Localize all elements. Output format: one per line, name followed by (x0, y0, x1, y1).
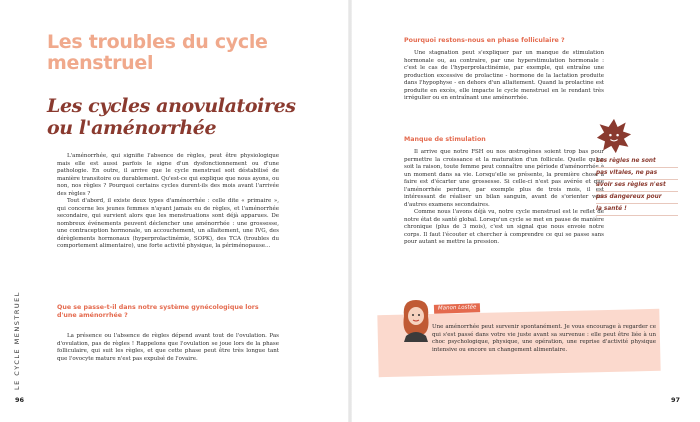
page-number-right: 97 (671, 396, 681, 404)
starburst-face-icon (596, 118, 632, 154)
running-header-vertical: LE CYCLE MENSTRUEL (13, 291, 21, 390)
paragraph: Une aménorrhée peut survenir spontanément. Je vous encourage à regarder ce qui s'est passé dans votre vie juste avant sa survenue : elle peut être liée à un choc psychologique, physique, une opération, une reprise d'activité physique intensive ou encore un changement alimentaire. (432, 324, 656, 353)
paragraph: L'aménorrhée, qui signifie l'absence de règles, peut être physiologique mais elle est aussi parfois le signe d'un dysfonctionnement ou d'une pathologie. En outre, il arrive que le cycle menstruel soit déstabilisé de manière transitoire ou durablement. Qu'est-ce qui explique que nous ayons, ou non, nos règles ? Pourquoi certains cycles durent-ils des mois avant l'arrivée des règles ? (57, 153, 279, 197)
side-note-line: la santé ! (596, 204, 678, 216)
left-subheading: Que se passe-t-il dans notre système gynécologique lors d'une aménorrhée ? (57, 304, 259, 319)
paragraph: La présence ou l'absence de règles dépend avant tout de l'ovulation. Pas d'ovulation, pas de règles ! Rappelons que l'ovulation se joue lors de la phase folliculaire, qui suit les règles, et que cette phase peut être très longue tant que l'ovocyte mature n'est pas expulsé de l'ovaire. (57, 333, 279, 362)
left-body-text-2 (57, 333, 279, 363)
chapter-title: Les troubles du cycle menstruel (47, 31, 268, 74)
side-note-line: pas vitales, ne pas (596, 168, 678, 180)
paragraph: Comme nous l'avons déjà vu, notre cycle menstruel est le reflet de notre état de santé global. Lorsqu'un cycle se met en pause de manière chronique (plus de 3 mois), c'est un signal que nous envoie notre corps. Il faut l'écouter et chercher à comprendre ce qui se passe sans pour autant se mettre la pression. (404, 209, 604, 245)
right-subheading-1: Pourquoi restons-nous en phase folliculaire ? (404, 37, 565, 44)
author-avatar-icon (398, 296, 434, 342)
paragraph: Tout d'abord, il existe deux types d'aménorrhée : celle dite « primaire », qui concerne les jeunes femmes n'ayant jamais eu de règles, et l'aménorrhée secondaire, qui survient alors que les menstruations sont déjà apparues. De nombreux événements peuvent déclencher une aménorrhée : une grossesse, une contraception hormonale, un accouchement, un allaitement, une IVG, des dérèglements hormonaux (hyperprolactinémie, SOPK), des TCA (troubles du comportement alimentaire), une forte activité physique, la périménopause… (57, 198, 279, 249)
paragraph: Il arrive que notre FSH ou nos œstrogènes soient trop bas pour permettre la croissance et la maturation d'un follicule. Quelle qu'en soit la raison, toute femme peut connaître une période d'aménorrhée à un moment dans sa vie. Lorsqu'elle se présente, la première chose à faire est d'écarter une grossesse. Si celle-ci n'est pas avérée et que l'aménorrhée perdure, par exemple plus de trois mois, il est intéressant de réaliser un bilan sanguin, avant de s'orienter vers d'autres examens secondaires. (404, 149, 604, 208)
quote-text (432, 324, 656, 354)
section-title: Les cycles anovulatoires ou l'aménorrhée (47, 95, 296, 139)
side-note-line: avoir ses règles n'est (596, 180, 678, 192)
left-body-text (57, 153, 279, 251)
side-note-line: pas dangereux pour (596, 192, 678, 204)
right-subheading-2: Manque de stimulation (404, 136, 486, 143)
paragraph: Une stagnation peut s'expliquer par un manque de stimulation hormonale ou, au contraire, par une hyperstimulation hormonale : c'est le cas de l'hyperprolactinémie, par exemple, qui entraîne une production excessive de prolactine - hormone de la lactation produite dans l'hypophyse - en dehors d'un allaitement. Quand la prolactine est produite en excès, elle impacte le cycle menstruel en le rendant très irrégulier ou en entraînant une aménorrhée. (404, 50, 604, 101)
page-number-left: 96 (15, 396, 25, 404)
side-note (596, 156, 678, 216)
right-body-text-1 (404, 50, 604, 103)
quote-author-badge: Manon Lostée (434, 303, 481, 314)
side-note-line: Les règles ne sont (596, 156, 678, 168)
right-body-text-2 (404, 149, 604, 247)
book-gutter (348, 0, 352, 422)
